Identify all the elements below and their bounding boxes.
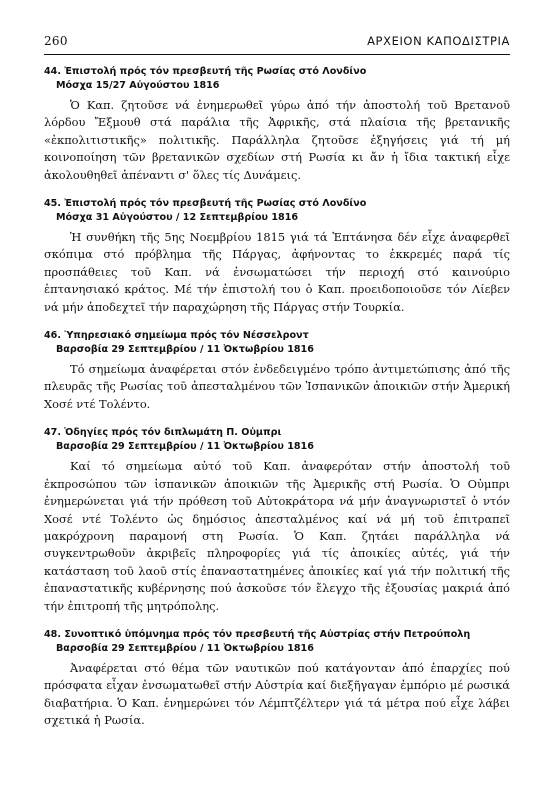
entry-date: Βαρσοβία 29 Σεπτεμβρίου / 11 Ὀκτωβρίου 1816 [56, 441, 314, 453]
entry-title: 45. Ἐπιστολή πρός τόν πρεσβευτή τῆς Ρωσίας στό Λονδίνο [44, 198, 367, 210]
entry-summary: Καί τό σημείωμα αὐτό τοῦ Καπ. ἀναφερόταν στήν ἀποστολή τοῦ ἐκπροσώπου τῶν ἰσπανικῶν ἀποικιῶν τῆς Ἀμερικῆς στή Ρωσία. Ὁ Οὐμπρι ἐνημερώνεται γιά τήν πρόθεση τοῦ Αὐτοκράτορα νά μήν ἀναγνωριστεῖ ὁ ντόν Χοσέ ντέ Τολέντο ὡς δημόσιος ἀπεσταλμένος καί νά μή τοῦ ἐπιτραπεῖ μακρόχρονη παραμονή στη Ρωσία. Ὁ Καπ. ζητάει παράλληλα νά συγκεντρωθοῦν ἀκριβεῖς πληροφορίες γιά τίς ἀποικίες αὐτές, γιά τήν κατάσταση τοῦ λαοῦ στίς ἐπαναστατημένες ἀποικίες καί γιά τήν πολιτική τῆς ἐπαναστατικῆς κυβέρνησης πού ἀσκοῦσε τόν ἔλεγχο τῆς ἐξουσίας μακριά ἀπό τήν ἐπιτροπή τῆς μητρόπολης. [44, 459, 510, 613]
page-number: 260 [44, 34, 68, 48]
entry-title: 47. Ὁδηγίες πρός τόν διπλωμάτη Π. Οὐμπρι [44, 427, 282, 439]
entry-44 [44, 65, 510, 184]
entry-date: Μόσχα 15/27 Αὐγούστου 1816 [56, 80, 220, 91]
entry-summary: Ἀναφέρεται στό θέμα τῶν ναυτικῶν πού κατάγονταν ἀπό ἐπαρχίες πού πρόσφατα εἶχαν ἐνσωματωθεῖ στήν Αὐστρία καί διεξῆγαγαν ἐμπόριο μέ ρωσικά διαβατήρια. Ὁ Καπ. ἐνημερώνει τόν Λέμπτζέλτερν γιά τά μέτρα πού εἶχε λάβει σχετικά ἡ Ρωσία. [44, 660, 510, 728]
entry-47 [44, 426, 510, 615]
entry-46 [44, 329, 510, 413]
header-rule [44, 54, 510, 55]
entry-summary: Ἡ συνθήκη τῆς 5ης Νοεμβρίου 1815 γιά τά Ἑπτάνησα δέν εἶχε ἀναφερθεῖ σκόπιμα στό πρόβλημα τῆς Πάργας, ἀφήνοντας το ἐκκρεμές παρά τίς προσπάθειες τοῦ Καπ. νά ἐνσωματώσει τήν περιοχή στό καινούριο ἑπτανησιακό κράτος. Μέ τήν ἐπιστολή του ὁ Καπ. προειδοποιοῦσε τόν Λίεβεν νά μήν ἀποδεχτεῖ τήν παραχώρηση τῆς Πάργας στήν Τουρκία. [44, 230, 510, 314]
running-title: ΑΡΧΕΙΟΝ ΚΑΠΟΔΙΣΤΡΙΑ [367, 34, 510, 48]
entry-title: 46. Ὑπηρεσιακό σημείωμα πρός τόν Νέσσελροντ [44, 330, 309, 342]
running-head [44, 34, 510, 48]
entry-summary: Τό σημείωμα ἀναφέρεται στόν ἐνδεδειγμένο τρόπο ἀντιμετώπισης ἀπό τῆς πλευρᾶς τῆς Ρωσίας τοῦ ἀπεσταλμένου τῶν Ἰσπανικῶν ἀποικιῶν στήν Ἀμερική Χοσέ ντέ Τολέντο. [44, 362, 510, 411]
entry-date: Μόσχα 31 Αὐγούστου / 12 Σεπτεμβρίου 1816 [56, 212, 299, 224]
entry-title: 48. Συνοπτικό ὑπόμνημα πρός τόν πρεσβευτή τῆς Αὐστρίας στήν Πετρούπολη [44, 628, 471, 640]
entry-45 [44, 197, 510, 316]
entry-48 [44, 628, 510, 730]
entry-title: 44. Ἐπιστολή πρός τόν πρεσβευτή τῆς Ρωσίας στό Λονδίνο [44, 66, 367, 77]
entry-summary: Ὁ Καπ. ζητοῦσε νά ἐνημερωθεῖ γύρω ἀπό τήν ἀποστολή τοῦ Βρετανοῦ λόρδου Ἔξμουθ στά παράλια τῆς Ἀφρικῆς, στά πλαίσια τῆς βρετανικῆς «ἐκπολιτιστικῆς» πολιτικῆς. Παράλληλα ζητοῦσε ἐξηγήσεις γιά τή μή κοινοποίηση τῶν βρετανικῶν σχεδίων στή Ρωσία κι ἄν ἡ ἴδια τακτική εἶχε ἀκολουθηθεῖ ἀπέναντι σ' ὅλες τίς Δυνάμεις. [44, 98, 510, 182]
entry-date: Βαρσοβία 29 Σεπτεμβρίου / 11 Ὀκτωβρίου 1816 [56, 642, 314, 654]
entry-date: Βαρσοβία 29 Σεπτεμβρίου / 11 Ὀκτωβρίου 1816 [56, 344, 314, 356]
